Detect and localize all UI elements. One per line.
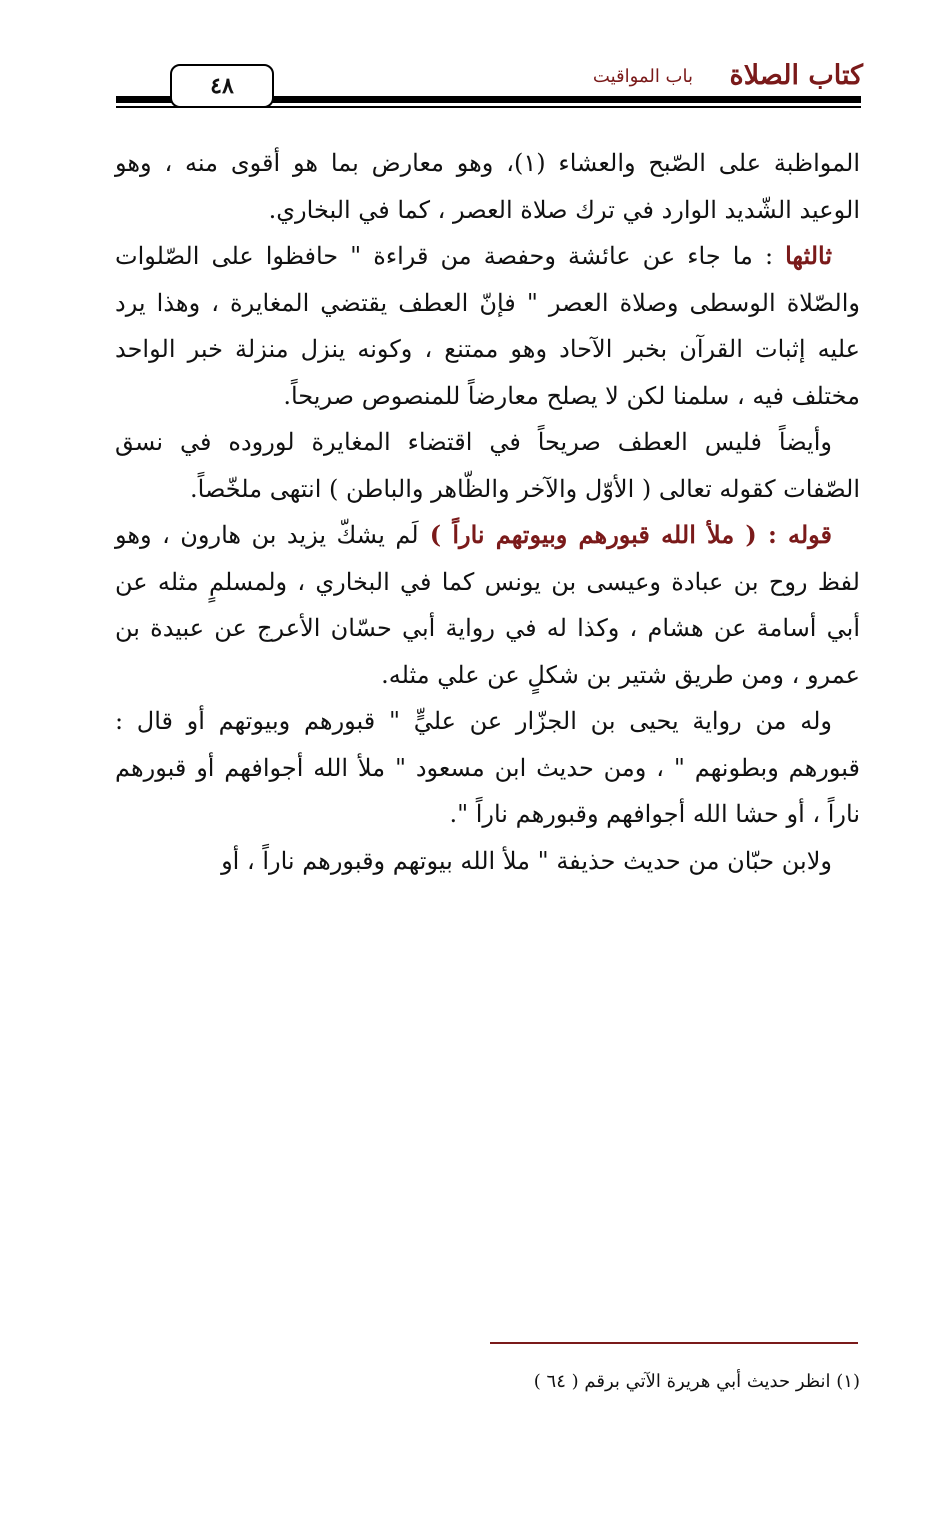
paragraph-6: ولابن حبّان من حديث حذيفة " ملأ الله بيوتهم وقبورهم ناراً ، أو xyxy=(221,846,832,875)
paragraph-5: وله من رواية يحيى بن الجزّار عن عليٍّ " قبورهم وبيوتهم أو قال : قبورهم وبطونهم " ، ومن حديث ابن مسعود " ملأ الله أجوافهم أو قبورهم ناراً ، أو حشا الله أجوافهم وقبورهم ناراً ". xyxy=(115,707,860,828)
paragraph-1: المواظبة على الصّبح والعشاء (١)، وهو معارض بما هو أقوى منه ، وهو الوعيد الشّديد الوارد في ترك صلاة العصر ، كما في البخاري. xyxy=(115,149,860,224)
page-header xyxy=(0,0,945,120)
paragraph-2-text: : ما جاء عن عائشة وحفصة من قراءة " حافظوا على الصّلوات والصّلاة الوسطى وصلاة العصر " فإنّ العطف يقتضي المغايرة ، وهذا يرد عليه إثبات القرآن بخبر الآحاد وهو ممتنع ، وكونه ينزل منزلة خبر الواحد مختلف فيه ، سلمنا لكن لا يصلح معارضاً للمنصوص صريحاً. xyxy=(115,242,860,410)
page-number: ٤٨ xyxy=(170,64,274,108)
book-title: كتاب الصلاة xyxy=(729,60,863,91)
paragraph-4 xyxy=(115,512,860,698)
chapter-title: باب المواقيت xyxy=(592,66,693,87)
paragraph-2 xyxy=(115,233,860,419)
paragraph-4-label: قوله : xyxy=(767,520,833,549)
body-text xyxy=(115,140,860,884)
footnote: (١) انظر حديث أبي هريرة الآتي برقم ( ٦٤ ) xyxy=(533,1371,860,1392)
paragraph-4-quote: ( ملأ الله قبورهم وبيوتهم ناراً ) xyxy=(418,520,768,549)
paragraph-4-text: لَم يشكّ يزيد بن هارون ، وهو لفظ روح بن عبادة وعيسى بن يونس كما في البخاري ، ولمسلمٍ مثله عن أبي أسامة عن هشام ، وكذا له في رواية أبي حسّان الأعرج عن عبيدة بن عمرو ، ومن طريق شتير بن شكلٍ عن علي مثله. xyxy=(115,521,860,689)
paragraph-2-label: ثالثها xyxy=(785,241,832,270)
footnote-rule xyxy=(490,1342,858,1344)
paragraph-3: وأيضاً فليس العطف صريحاً في اقتضاء المغايرة لوروده في نسق الصّفات كقوله تعالى ( الأوّل والآخر والظّاهر والباطن ) انتهى ملخّصاً. xyxy=(115,428,860,503)
